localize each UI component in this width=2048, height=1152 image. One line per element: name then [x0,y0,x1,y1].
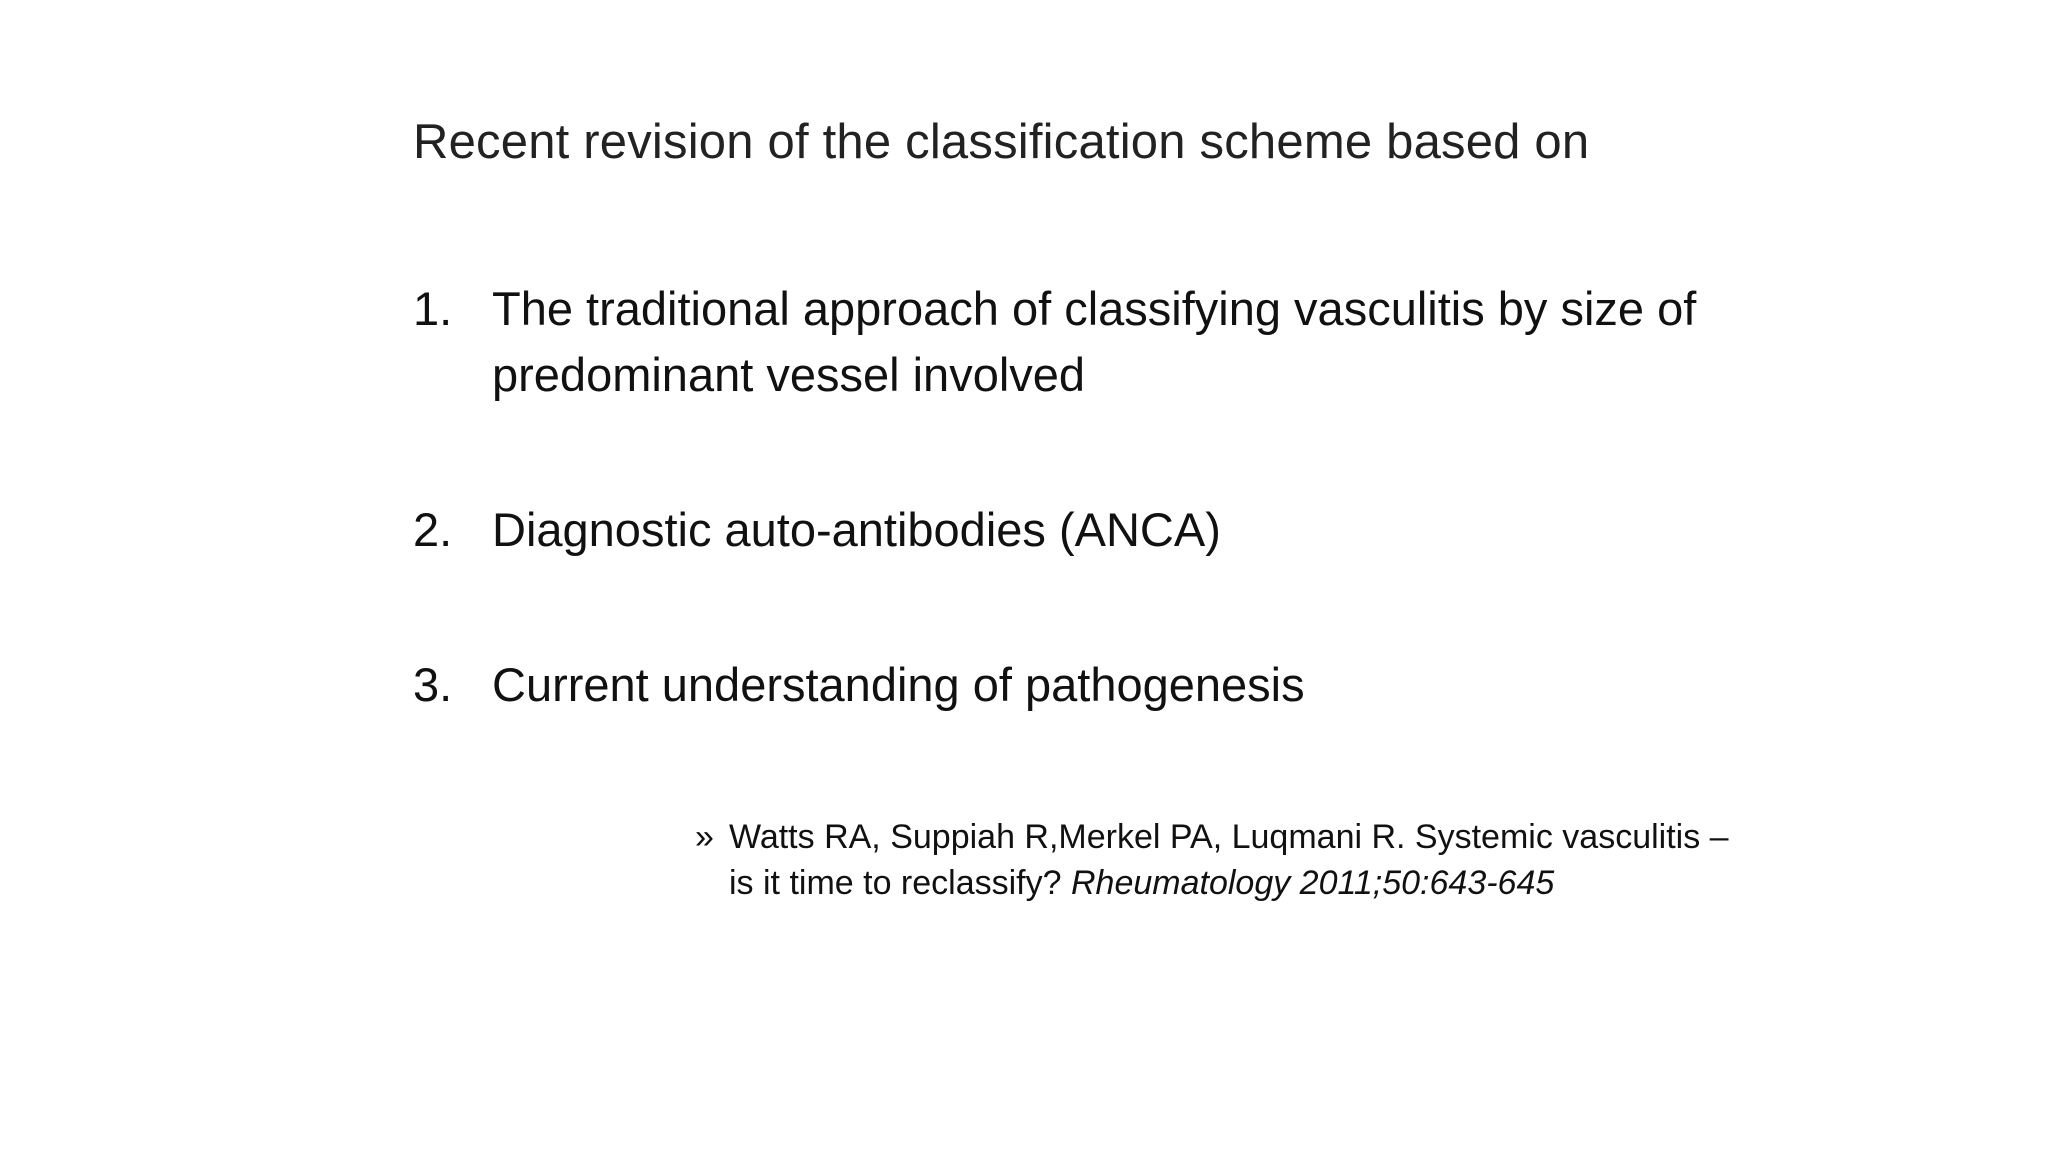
list-item-text: The traditional approach of classifying vasculitis by size of predominant vessel involved [492,282,1697,401]
list-item-text: Current understanding of pathogenesis [492,658,1305,711]
list-item-text: Diagnostic auto-antibodies (ANCA) [492,503,1221,556]
citation-body [729,814,1745,906]
citation-journal: Rheumatology 2011;50:643-645 [1070,864,1555,902]
list-item-number: 3. [413,658,453,711]
list-item-number: 1. [413,282,453,335]
slide-title: Recent revision of the classification scheme based on [413,115,1590,169]
list-item [413,276,1763,408]
list-item [413,652,1763,718]
list-item [413,497,1763,563]
citation-text: Watts RA, Suppiah R,Merkel PA, Luqmani R. Systemic vasculitis – is it time to reclassify? [729,818,1729,902]
citation [695,814,1745,906]
citation-marker: » [695,818,714,856]
list-item-number: 2. [413,503,453,556]
numbered-list [413,276,1763,718]
